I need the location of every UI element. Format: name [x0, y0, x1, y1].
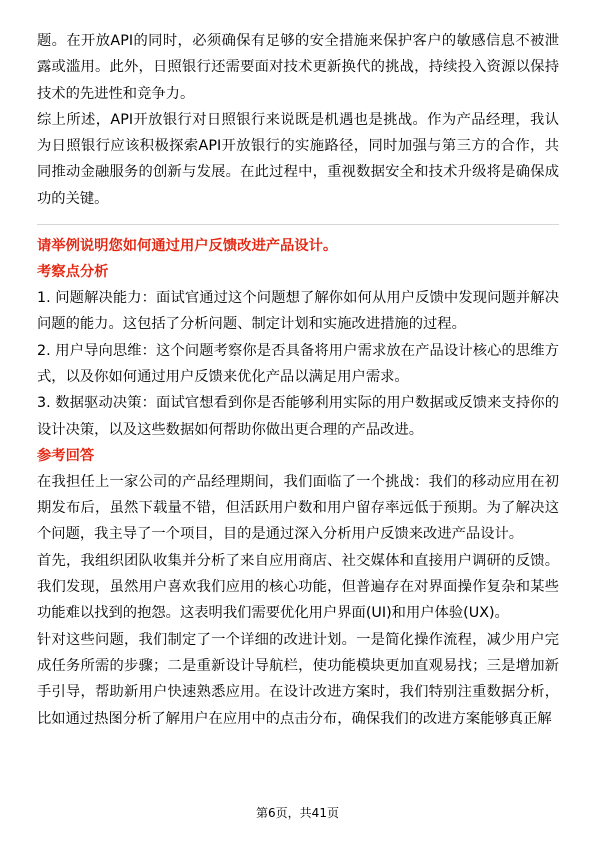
answer-paragraph: 在我担任上一家公司的产品经理期间，我们面临了一个挑战：我们的移动应用在初期发布后，虽然下载量不错，但活跃用户数和用户留存率远低于预期。为了解决这个问题，我主导了一个项目，目的是通过深入分析用户反馈来改进产品设计。 — [37, 473, 559, 543]
question-heading: 请举例说明您如何通过用户反馈改进产品设计。 — [37, 238, 338, 255]
answer-paragraph: 首先，我组织团队收集并分析了来自应用商店、社交媒体和直接用户调研的反馈。我们发现，虽然用户喜欢我们应用的核心功能，但普遍存在对界面操作复杂和某些功能难以找到的抱怨。这表明我们需要优化用户界面(UI)和用户体验(UX)。 — [37, 552, 559, 622]
intro-paragraph: 综上所述，API开放银行对日照银行来说既是机遇也是挑战。作为产品经理，我认为日照银行应该积极探索API开放银行的实施路径，同时加强与第三方的合作，共同推动金融服务的创新与发展。在此过程中，重视数据安全和技术升级将是确保成功的关键。 — [37, 111, 559, 207]
analysis-item: 2. 用户导向思维：这个问题考察你是否具备将用户需求放在产品设计核心的思维方式，以及你如何通过用户反馈来优化产品以满足用户需求。 — [37, 342, 559, 385]
analysis-title: 考察点分析 — [37, 264, 109, 281]
answer-paragraph: 针对这些问题，我们制定了一个详细的改进计划。一是简化操作流程，减少用户完成任务所需的步骤；二是重新设计导航栏，使功能模块更加直观易找；三是增加新手引导，帮助新用户快速熟悉应用。在设计改进方案时，我们特别注重数据分析，比如通过热图分析了解用户在应用中的点击分布，确保我们的改进方案能够真正解 — [37, 631, 559, 727]
page-content — [37, 28, 559, 732]
page-number: 第6页，共41页 — [256, 806, 339, 820]
intro-paragraph: 题。在开放API的同时，必须确保有足够的安全措施来保护客户的敏感信息不被泄露或滥用。此外，日照银行还需要面对技术更新换代的挑战，持续投入资源以保持技术的先进性和竞争力。 — [37, 33, 559, 102]
section-divider — [37, 224, 559, 225]
analysis-item: 1. 问题解决能力：面试官通过这个问题想了解你如何从用户反馈中发现问题并解决问题的能力。这包括了分析问题、制定计划和实施改进措施的过程。 — [37, 290, 559, 333]
answer-title: 参考回答 — [37, 447, 95, 464]
analysis-item: 3. 数据驱动决策：面试官想看到你是否能够利用实际的用户数据或反馈来支持你的设计决策，以及这些数据如何帮助你做出更合理的产品改进。 — [37, 395, 559, 438]
